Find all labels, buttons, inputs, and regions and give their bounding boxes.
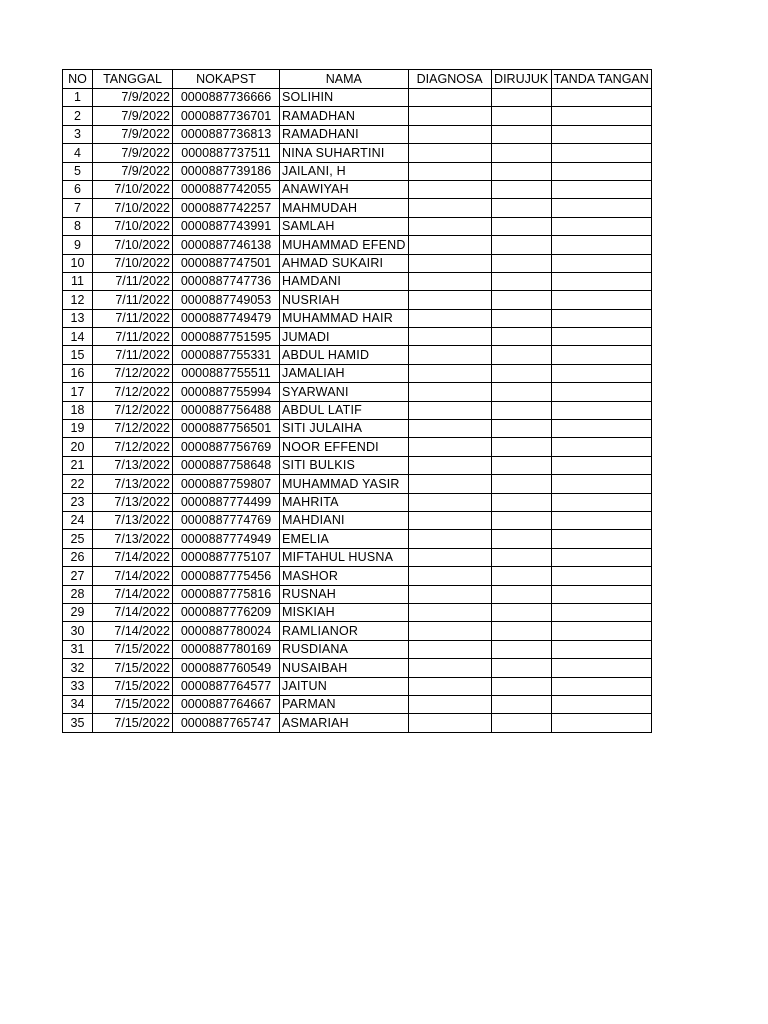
cell-tanda-tangan: [551, 456, 651, 474]
cell-nama: MAHDIANI: [280, 511, 409, 529]
table-row: [63, 162, 652, 180]
cell-tanda-tangan: [551, 677, 651, 695]
cell-diagnosa: [408, 107, 491, 125]
cell-nokapst: 0000887749053: [173, 291, 280, 309]
cell-nokapst: 0000887736666: [173, 89, 280, 107]
cell-diagnosa: [408, 89, 491, 107]
cell-dirujuk: [491, 659, 551, 677]
cell-no: 2: [63, 107, 93, 125]
cell-tanda-tangan: [551, 640, 651, 658]
cell-nokapst: 0000887774769: [173, 511, 280, 529]
cell-tanggal: 7/14/2022: [93, 603, 173, 621]
cell-diagnosa: [408, 272, 491, 290]
cell-diagnosa: [408, 364, 491, 382]
cell-tanggal: 7/11/2022: [93, 328, 173, 346]
cell-tanggal: 7/14/2022: [93, 622, 173, 640]
cell-nama: PARMAN: [280, 695, 409, 713]
cell-tanda-tangan: [551, 162, 651, 180]
cell-dirujuk: [491, 217, 551, 235]
header-diagnosa: DIAGNOSA: [408, 70, 491, 89]
cell-nama: NINA SUHARTINI: [280, 144, 409, 162]
cell-no: 10: [63, 254, 93, 272]
cell-nama: RAMLIANOR: [280, 622, 409, 640]
cell-nokapst: 0000887746138: [173, 236, 280, 254]
cell-dirujuk: [491, 695, 551, 713]
cell-diagnosa: [408, 199, 491, 217]
cell-tanggal: 7/13/2022: [93, 511, 173, 529]
table-row: [63, 89, 652, 107]
header-nokapst: NOKAPST: [173, 70, 280, 89]
table-row: [63, 346, 652, 364]
cell-dirujuk: [491, 640, 551, 658]
table-row: [63, 144, 652, 162]
cell-tanda-tangan: [551, 180, 651, 198]
cell-tanda-tangan: [551, 125, 651, 143]
cell-no: 34: [63, 695, 93, 713]
cell-nokapst: 0000887756488: [173, 401, 280, 419]
cell-dirujuk: [491, 364, 551, 382]
cell-nokapst: 0000887755994: [173, 383, 280, 401]
cell-nokapst: 0000887756769: [173, 438, 280, 456]
cell-diagnosa: [408, 548, 491, 566]
cell-no: 4: [63, 144, 93, 162]
cell-no: 21: [63, 456, 93, 474]
cell-nama: RUSNAH: [280, 585, 409, 603]
table-row: [63, 328, 652, 346]
table-row: [63, 603, 652, 621]
cell-nama: JAILANI, H: [280, 162, 409, 180]
cell-dirujuk: [491, 254, 551, 272]
table-row: [63, 309, 652, 327]
cell-no: 27: [63, 567, 93, 585]
cell-tanda-tangan: [551, 438, 651, 456]
header-tanda-tangan: TANDA TANGAN: [551, 70, 651, 89]
cell-diagnosa: [408, 291, 491, 309]
cell-dirujuk: [491, 89, 551, 107]
cell-nokapst: 0000887765747: [173, 714, 280, 732]
cell-no: 1: [63, 89, 93, 107]
cell-no: 12: [63, 291, 93, 309]
cell-dirujuk: [491, 622, 551, 640]
cell-diagnosa: [408, 217, 491, 235]
cell-diagnosa: [408, 511, 491, 529]
cell-diagnosa: [408, 180, 491, 198]
cell-dirujuk: [491, 272, 551, 290]
cell-dirujuk: [491, 548, 551, 566]
table-row: [63, 180, 652, 198]
cell-tanggal: 7/13/2022: [93, 493, 173, 511]
cell-nokapst: 0000887760549: [173, 659, 280, 677]
cell-tanggal: 7/12/2022: [93, 364, 173, 382]
cell-tanda-tangan: [551, 511, 651, 529]
cell-no: 31: [63, 640, 93, 658]
header-no: NO: [63, 70, 93, 89]
table-row: [63, 217, 652, 235]
cell-nokapst: 0000887737511: [173, 144, 280, 162]
cell-diagnosa: [408, 144, 491, 162]
cell-dirujuk: [491, 438, 551, 456]
table-body: [63, 89, 652, 733]
cell-tanda-tangan: [551, 89, 651, 107]
cell-dirujuk: [491, 530, 551, 548]
table-row: [63, 695, 652, 713]
cell-nokapst: 0000887764667: [173, 695, 280, 713]
cell-no: 3: [63, 125, 93, 143]
cell-nama: SAMLAH: [280, 217, 409, 235]
cell-no: 24: [63, 511, 93, 529]
cell-tanggal: 7/12/2022: [93, 401, 173, 419]
cell-nama: SOLIHIN: [280, 89, 409, 107]
cell-no: 16: [63, 364, 93, 382]
cell-dirujuk: [491, 401, 551, 419]
cell-diagnosa: [408, 236, 491, 254]
cell-tanda-tangan: [551, 603, 651, 621]
cell-nama: MAHRITA: [280, 493, 409, 511]
cell-diagnosa: [408, 530, 491, 548]
cell-nama: HAMDANI: [280, 272, 409, 290]
cell-dirujuk: [491, 125, 551, 143]
cell-no: 23: [63, 493, 93, 511]
table-row: [63, 548, 652, 566]
cell-tanda-tangan: [551, 291, 651, 309]
cell-nokapst: 0000887774499: [173, 493, 280, 511]
cell-dirujuk: [491, 309, 551, 327]
cell-nama: SITI BULKIS: [280, 456, 409, 474]
cell-no: 20: [63, 438, 93, 456]
cell-nama: SYARWANI: [280, 383, 409, 401]
cell-tanggal: 7/12/2022: [93, 383, 173, 401]
cell-nama: RAMADHAN: [280, 107, 409, 125]
cell-tanggal: 7/15/2022: [93, 677, 173, 695]
cell-diagnosa: [408, 309, 491, 327]
cell-nokapst: 0000887743991: [173, 217, 280, 235]
table-row: [63, 199, 652, 217]
table-row: [63, 438, 652, 456]
table-row: [63, 236, 652, 254]
cell-dirujuk: [491, 180, 551, 198]
cell-nama: JUMADI: [280, 328, 409, 346]
cell-no: 33: [63, 677, 93, 695]
cell-nokapst: 0000887742055: [173, 180, 280, 198]
cell-diagnosa: [408, 383, 491, 401]
cell-nokapst: 0000887739186: [173, 162, 280, 180]
cell-no: 7: [63, 199, 93, 217]
cell-tanggal: 7/10/2022: [93, 217, 173, 235]
cell-nokapst: 0000887775816: [173, 585, 280, 603]
cell-tanggal: 7/11/2022: [93, 346, 173, 364]
cell-nokapst: 0000887736813: [173, 125, 280, 143]
cell-diagnosa: [408, 714, 491, 732]
cell-tanda-tangan: [551, 309, 651, 327]
cell-nama: MUHAMMAD YASIR: [280, 475, 409, 493]
cell-no: 8: [63, 217, 93, 235]
cell-tanggal: 7/11/2022: [93, 272, 173, 290]
cell-tanda-tangan: [551, 144, 651, 162]
cell-nokapst: 0000887747501: [173, 254, 280, 272]
cell-tanda-tangan: [551, 714, 651, 732]
table-row: [63, 511, 652, 529]
cell-no: 15: [63, 346, 93, 364]
cell-dirujuk: [491, 567, 551, 585]
cell-diagnosa: [408, 125, 491, 143]
cell-nama: MASHOR: [280, 567, 409, 585]
cell-nama: RUSDIANA: [280, 640, 409, 658]
cell-tanda-tangan: [551, 401, 651, 419]
cell-tanda-tangan: [551, 346, 651, 364]
cell-diagnosa: [408, 401, 491, 419]
cell-diagnosa: [408, 420, 491, 438]
cell-diagnosa: [408, 622, 491, 640]
cell-tanda-tangan: [551, 364, 651, 382]
cell-diagnosa: [408, 567, 491, 585]
cell-dirujuk: [491, 585, 551, 603]
cell-no: 26: [63, 548, 93, 566]
cell-nokapst: 0000887749479: [173, 309, 280, 327]
cell-tanda-tangan: [551, 254, 651, 272]
cell-tanda-tangan: [551, 585, 651, 603]
patient-register-table: [62, 69, 652, 733]
cell-dirujuk: [491, 493, 551, 511]
cell-no: 13: [63, 309, 93, 327]
cell-dirujuk: [491, 475, 551, 493]
cell-no: 11: [63, 272, 93, 290]
cell-tanda-tangan: [551, 272, 651, 290]
cell-diagnosa: [408, 695, 491, 713]
table-row: [63, 383, 652, 401]
cell-tanda-tangan: [551, 548, 651, 566]
header-tanggal: TANGGAL: [93, 70, 173, 89]
cell-diagnosa: [408, 493, 491, 511]
cell-nokapst: 0000887775456: [173, 567, 280, 585]
cell-diagnosa: [408, 438, 491, 456]
table-row: [63, 401, 652, 419]
cell-no: 22: [63, 475, 93, 493]
cell-tanda-tangan: [551, 107, 651, 125]
cell-tanggal: 7/13/2022: [93, 456, 173, 474]
cell-tanda-tangan: [551, 475, 651, 493]
cell-diagnosa: [408, 585, 491, 603]
table-row: [63, 659, 652, 677]
cell-dirujuk: [491, 511, 551, 529]
cell-no: 19: [63, 420, 93, 438]
patient-register-sheet: [62, 69, 652, 733]
cell-diagnosa: [408, 456, 491, 474]
cell-dirujuk: [491, 162, 551, 180]
cell-nama: ABDUL HAMID: [280, 346, 409, 364]
cell-no: 25: [63, 530, 93, 548]
cell-nokapst: 0000887759807: [173, 475, 280, 493]
table-row: [63, 125, 652, 143]
cell-dirujuk: [491, 383, 551, 401]
cell-nama: MUHAMMAD HAIR: [280, 309, 409, 327]
cell-nama: ASMARIAH: [280, 714, 409, 732]
cell-tanggal: 7/10/2022: [93, 180, 173, 198]
cell-diagnosa: [408, 328, 491, 346]
cell-no: 28: [63, 585, 93, 603]
cell-diagnosa: [408, 475, 491, 493]
table-row: [63, 530, 652, 548]
cell-tanda-tangan: [551, 420, 651, 438]
cell-nama: EMELIA: [280, 530, 409, 548]
cell-tanda-tangan: [551, 328, 651, 346]
table-row: [63, 622, 652, 640]
cell-no: 30: [63, 622, 93, 640]
cell-nama: AHMAD SUKAIRI: [280, 254, 409, 272]
cell-tanggal: 7/11/2022: [93, 291, 173, 309]
cell-no: 29: [63, 603, 93, 621]
table-header-row: [63, 70, 652, 89]
cell-diagnosa: [408, 346, 491, 364]
cell-no: 18: [63, 401, 93, 419]
cell-nokapst: 0000887758648: [173, 456, 280, 474]
table-row: [63, 640, 652, 658]
cell-tanggal: 7/9/2022: [93, 125, 173, 143]
table-row: [63, 567, 652, 585]
cell-tanda-tangan: [551, 199, 651, 217]
cell-nokapst: 0000887755331: [173, 346, 280, 364]
cell-nama: RAMADHANI: [280, 125, 409, 143]
cell-dirujuk: [491, 107, 551, 125]
table-row: [63, 420, 652, 438]
cell-dirujuk: [491, 714, 551, 732]
cell-nama: NUSRIAH: [280, 291, 409, 309]
cell-dirujuk: [491, 144, 551, 162]
cell-tanggal: 7/9/2022: [93, 89, 173, 107]
cell-dirujuk: [491, 677, 551, 695]
table-row: [63, 456, 652, 474]
cell-nokapst: 0000887756501: [173, 420, 280, 438]
cell-nama: MUHAMMAD EFEND: [280, 236, 409, 254]
cell-nama: SITI JULAIHA: [280, 420, 409, 438]
table-row: [63, 475, 652, 493]
cell-nama: JAMALIAH: [280, 364, 409, 382]
cell-tanggal: 7/14/2022: [93, 567, 173, 585]
cell-tanda-tangan: [551, 217, 651, 235]
cell-nokapst: 0000887742257: [173, 199, 280, 217]
cell-dirujuk: [491, 603, 551, 621]
cell-tanda-tangan: [551, 383, 651, 401]
cell-diagnosa: [408, 659, 491, 677]
cell-tanggal: 7/14/2022: [93, 585, 173, 603]
cell-tanggal: 7/11/2022: [93, 309, 173, 327]
header-nama: NAMA: [280, 70, 409, 89]
cell-nokapst: 0000887775107: [173, 548, 280, 566]
cell-nokapst: 0000887776209: [173, 603, 280, 621]
cell-dirujuk: [491, 420, 551, 438]
cell-tanggal: 7/9/2022: [93, 107, 173, 125]
cell-tanggal: 7/13/2022: [93, 530, 173, 548]
cell-diagnosa: [408, 162, 491, 180]
cell-nokapst: 0000887780169: [173, 640, 280, 658]
cell-tanda-tangan: [551, 659, 651, 677]
cell-tanggal: 7/10/2022: [93, 236, 173, 254]
cell-nama: MISKIAH: [280, 603, 409, 621]
cell-no: 17: [63, 383, 93, 401]
table-row: [63, 585, 652, 603]
cell-nama: NOOR EFFENDI: [280, 438, 409, 456]
cell-diagnosa: [408, 640, 491, 658]
cell-tanda-tangan: [551, 530, 651, 548]
cell-tanda-tangan: [551, 493, 651, 511]
cell-tanda-tangan: [551, 236, 651, 254]
cell-tanggal: 7/9/2022: [93, 162, 173, 180]
cell-nama: NUSAIBAH: [280, 659, 409, 677]
cell-nokapst: 0000887736701: [173, 107, 280, 125]
cell-diagnosa: [408, 254, 491, 272]
table-row: [63, 272, 652, 290]
cell-nama: MAHMUDAH: [280, 199, 409, 217]
header-dirujuk: DIRUJUK: [491, 70, 551, 89]
table-row: [63, 364, 652, 382]
cell-tanda-tangan: [551, 622, 651, 640]
cell-tanggal: 7/14/2022: [93, 548, 173, 566]
table-row: [63, 291, 652, 309]
cell-dirujuk: [491, 236, 551, 254]
cell-nama: ABDUL LATIF: [280, 401, 409, 419]
table-row: [63, 677, 652, 695]
cell-diagnosa: [408, 677, 491, 695]
cell-tanggal: 7/10/2022: [93, 254, 173, 272]
table-row: [63, 493, 652, 511]
cell-dirujuk: [491, 456, 551, 474]
cell-nokapst: 0000887764577: [173, 677, 280, 695]
cell-no: 35: [63, 714, 93, 732]
cell-tanggal: 7/9/2022: [93, 144, 173, 162]
cell-tanggal: 7/12/2022: [93, 420, 173, 438]
cell-nokapst: 0000887751595: [173, 328, 280, 346]
cell-dirujuk: [491, 291, 551, 309]
cell-tanda-tangan: [551, 567, 651, 585]
cell-tanggal: 7/15/2022: [93, 714, 173, 732]
cell-tanggal: 7/13/2022: [93, 475, 173, 493]
cell-nama: MIFTAHUL HUSNA: [280, 548, 409, 566]
cell-nokapst: 0000887780024: [173, 622, 280, 640]
table-row: [63, 714, 652, 732]
cell-no: 5: [63, 162, 93, 180]
cell-nama: JAITUN: [280, 677, 409, 695]
cell-dirujuk: [491, 346, 551, 364]
cell-nokapst: 0000887747736: [173, 272, 280, 290]
table-row: [63, 107, 652, 125]
cell-no: 6: [63, 180, 93, 198]
cell-tanggal: 7/12/2022: [93, 438, 173, 456]
cell-no: 32: [63, 659, 93, 677]
cell-tanggal: 7/15/2022: [93, 640, 173, 658]
cell-tanggal: 7/15/2022: [93, 695, 173, 713]
cell-nokapst: 0000887774949: [173, 530, 280, 548]
cell-dirujuk: [491, 199, 551, 217]
cell-no: 14: [63, 328, 93, 346]
cell-tanggal: 7/15/2022: [93, 659, 173, 677]
cell-tanggal: 7/10/2022: [93, 199, 173, 217]
cell-nama: ANAWIYAH: [280, 180, 409, 198]
cell-diagnosa: [408, 603, 491, 621]
cell-tanda-tangan: [551, 695, 651, 713]
table-row: [63, 254, 652, 272]
cell-no: 9: [63, 236, 93, 254]
cell-dirujuk: [491, 328, 551, 346]
cell-nokapst: 0000887755511: [173, 364, 280, 382]
